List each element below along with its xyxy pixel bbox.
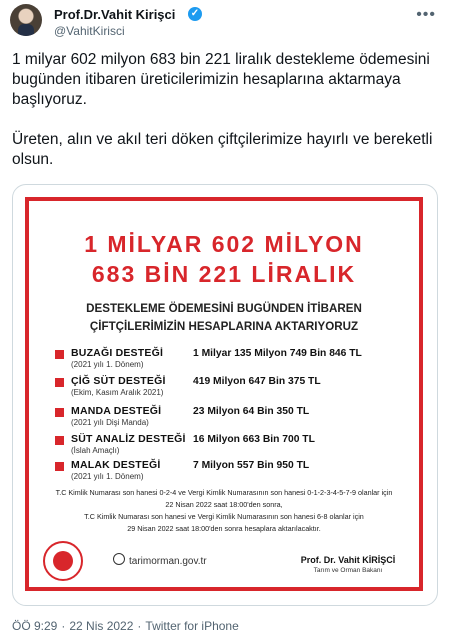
minister-title: Tarım ve Orman Bakanı: [313, 567, 383, 574]
note-line: 29 Nisan 2022 saat 18:00'den sonra hesaplara aktarılacaktır.: [127, 524, 321, 533]
support-item: [55, 433, 415, 461]
support-item-amount: 16 Milyon 663 Bin 700 TL: [193, 434, 315, 445]
support-item: [55, 375, 415, 403]
support-item: [55, 459, 415, 487]
ministry-logo-icon: [43, 541, 83, 581]
payment-schedule-notes: [39, 487, 409, 535]
support-item-amount: 23 Milyon 64 Bin 350 TL: [193, 406, 310, 417]
minister-name: Prof. Dr. Vahit KİRİŞCİ: [300, 555, 396, 565]
bullet-square-icon: [55, 378, 64, 387]
support-item: [55, 347, 415, 375]
support-item-amount: 419 Milyon 647 Bin 375 TL: [193, 376, 321, 387]
support-poster: [25, 197, 423, 591]
support-item-note: (2021 yılı 1. Dönem): [71, 360, 144, 369]
note-line: T.C Kimlik Numarası son hanesi 0-2-4 ve Vergi Kimlik Numarasının son hanesi 0-1-2-3-4-5-7-9 olanlar için: [55, 488, 393, 497]
tweet-paragraph: Üreten, alın ve akıl teri döken çiftçilerimize hayırlı ve bereketli olsun.: [12, 131, 433, 168]
support-item-note: (2021 yılı Dişi Manda): [71, 418, 149, 427]
poster-title-line2: 683 BİN 221 LİRALIK: [91, 261, 357, 287]
author-name[interactable]: Prof.Dr.Vahit Kirişci: [54, 7, 176, 22]
tweet-source[interactable]: Twitter for iPhone: [145, 619, 239, 633]
support-item-name: MALAK DESTEĞİ: [71, 459, 161, 471]
author-avatar[interactable]: [10, 4, 42, 36]
meta-separator: ·: [61, 619, 66, 633]
tweet-paragraph: 1 milyar 602 milyon 683 bin 221 liralık destekleme ödemesini bugünden itibaren üreticilerimizin hesaplarına aktarmaya başlıyoruz.: [12, 51, 430, 108]
poster-title-line1: 1 MİLYAR 602 MİLYON: [84, 231, 364, 257]
note-line: 22 Nisan 2022 saat 18:00'den sonra,: [165, 500, 283, 509]
support-item-name: MANDA DESTEĞİ: [71, 405, 162, 417]
support-item-amount: 7 Milyon 557 Bin 950 TL: [193, 460, 310, 471]
tweet-time[interactable]: ÖÖ 9:29: [12, 619, 58, 633]
support-item-note: (İslah Amaçlı): [71, 446, 120, 455]
minister-signature: [293, 555, 403, 574]
support-item-name: ÇİĞ SÜT DESTEĞİ: [71, 375, 166, 387]
support-item: [55, 405, 415, 433]
note-line: T.C Kimlik Numarası son hanesi ve Vergi Kimlik Numarasının son hanesi 6-8 olanlar için: [84, 512, 364, 521]
meta-separator: ·: [137, 619, 142, 633]
support-item-name: BUZAĞI DESTEĞİ: [71, 347, 164, 359]
poster-subtitle-line2: ÇİFTÇİLERİMİZİN HESAPLARINA AKTARIYORUZ: [89, 320, 359, 333]
bullet-square-icon: [55, 408, 64, 417]
ministry-website: tarimorman.gov.tr: [129, 556, 207, 567]
bullet-square-icon: [55, 436, 64, 445]
tweet-text: [12, 50, 437, 190]
verified-badge-icon: ✓: [188, 7, 202, 21]
bullet-square-icon: [55, 350, 64, 359]
globe-icon: [113, 553, 125, 565]
author-handle[interactable]: @VahitKirisci: [54, 24, 125, 38]
tweet-date[interactable]: 22 Nis 2022: [69, 619, 134, 633]
more-options-icon[interactable]: •••: [416, 6, 436, 23]
poster-subtitle-line1: DESTEKLEME ÖDEMESİNİ BUGÜNDEN İTİBAREN: [86, 302, 362, 315]
tweet-media[interactable]: [12, 184, 438, 606]
support-item-amount: 1 Milyar 135 Milyon 749 Bin 846 TL: [193, 348, 362, 359]
support-item-name: SÜT ANALİZ DESTEĞİ: [71, 433, 186, 445]
tweet-meta: [12, 619, 243, 633]
support-item-note: (2021 yılı 1. Dönem): [71, 472, 144, 481]
support-item-note: (Ekim, Kasım Aralık 2021): [71, 388, 164, 397]
tweet-header: [10, 4, 440, 38]
bullet-square-icon: [55, 462, 64, 471]
